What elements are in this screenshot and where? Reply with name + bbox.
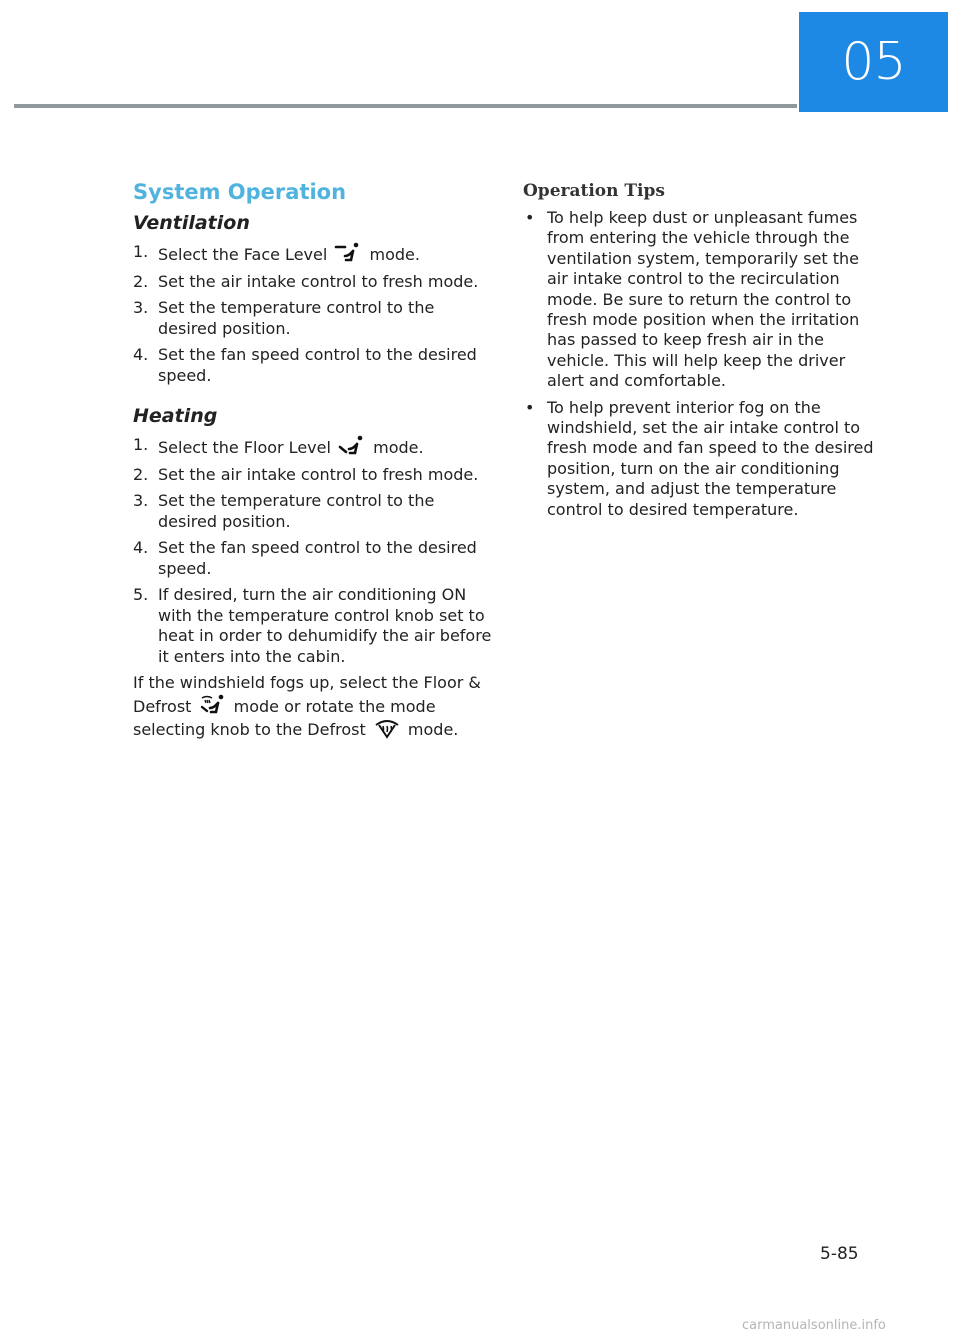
ventilation-heading: Ventilation (133, 212, 250, 234)
floor-defrost-mode-icon (199, 694, 227, 716)
heating-heading: Heating (133, 405, 218, 427)
section-title: System Operation (133, 180, 347, 204)
operation-tips-heading: Operation Tips (523, 181, 665, 201)
page-number: 5-85 (820, 1244, 859, 1264)
defrost-note: If the windshield fogs up, select the Floor & Defrost mode or rotate the mode selecting knob to the Defrost mode. (133, 673, 481, 739)
bullet: • (525, 397, 535, 417)
list-item: 3. Set the temperature control to the desired position. (133, 491, 435, 531)
list-item: 3. Set the temperature control to the desired position. (133, 298, 435, 338)
operation-tips-list (523, 208, 883, 520)
watermark[interactable]: carmanualsonline.info (742, 1318, 886, 1333)
list-item: 4. Set the fan speed control to the desired speed. (133, 345, 477, 385)
heating-steps (133, 435, 493, 667)
header-rule (14, 104, 797, 108)
chapter-tab (799, 12, 948, 112)
ventilation-steps (133, 242, 493, 386)
chapter-number: 05 (841, 32, 906, 92)
list-item: 4. Set the fan speed control to the desired speed. (133, 538, 477, 578)
bullet: • (525, 208, 535, 227)
right-column (523, 180, 883, 526)
list-item: • To help prevent interior fog on the windshield, set the air intake control to fresh mode and fan speed to the desired position, turn on the air conditioning system, and adjust the temperature control to desired temperature. (525, 397, 874, 519)
left-column (133, 178, 493, 741)
list-item: • To help keep dust or unpleasant fumes from entering the vehicle through the ventilation system, temporarily set the air intake control to the recirculation mode. Be sure to return the control to fresh mode position when the irritation has passed to keep fresh air in the vehicle. This will help keep the driver alert and comfortable. (525, 208, 860, 391)
list-item: 1. Select the Floor Level mode. (133, 435, 424, 457)
defrost-mode-icon (373, 717, 401, 739)
list-item: 5. If desired, turn the air conditioning ON with the temperature control knob set to heat in order to dehumidify the air before it enters into the cabin. (133, 585, 492, 666)
list-item: 2. Set the air intake control to fresh mode. (133, 271, 479, 291)
face-level-mode-icon (334, 242, 362, 264)
floor-level-mode-icon (338, 435, 366, 457)
list-item: 1. Select the Face Level mode. (133, 242, 420, 264)
list-item: 2. Set the air intake control to fresh mode. (133, 464, 479, 484)
